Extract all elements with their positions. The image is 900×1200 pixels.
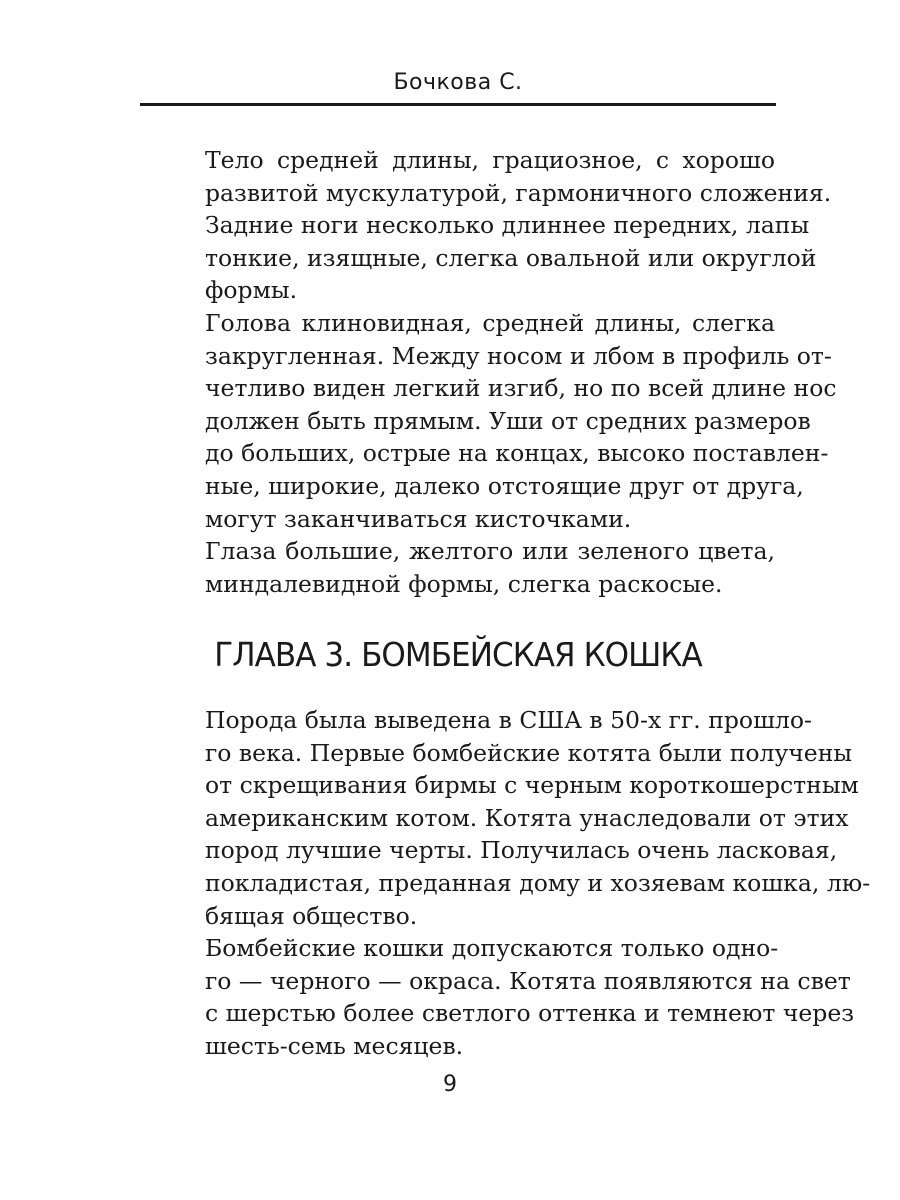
text-line: Бомбейские кошки допускаются только одно-	[205, 934, 779, 963]
text-line: тонкие, изящные, слегка овальной или округлой	[205, 243, 817, 272]
text-line: покладистая, преданная дому и хозяевам кошка, лю-	[205, 868, 871, 897]
text-line: американским котом. Котята унаследовали от этих	[205, 803, 849, 832]
section-2-text	[155, 704, 871, 1063]
paragraph-body-description	[155, 144, 832, 307]
paragraph-eyes-description	[155, 535, 775, 600]
text-line: ные, широкие, далеко отстоящие друг от друга,	[205, 471, 804, 500]
paragraph-breed-origin	[155, 704, 871, 932]
text-line: Голова клиновидная, средней длины, слегка	[205, 308, 775, 337]
section-1-text	[155, 144, 837, 600]
text-line: с шерстью более светлого оттенка и темнеют через	[205, 999, 855, 1028]
running-header-author: Бочкова С.	[393, 70, 523, 95]
text-line: Глаза большие, желтого или зеленого цвета,	[205, 537, 775, 566]
text-line: развитой мускулатурой, гармоничного сложения.	[205, 178, 832, 207]
text-line: Порода была выведена в США в 50-х гг. прошло-	[205, 706, 812, 734]
text-line: го — черного — окраса. Котята появляются на свет	[205, 966, 851, 995]
text-line: го века. Первые бомбейские котята были получены	[205, 738, 853, 767]
text-line: до больших, острые на концах, высоко поставлен-	[205, 439, 829, 468]
text-line: бящая общество.	[205, 901, 418, 930]
text-line: формы.	[205, 276, 298, 305]
text-line: должен быть прямым. Уши от средних размеров	[205, 406, 811, 435]
paragraph-head-description	[155, 307, 837, 535]
chapter-title: ГЛАВА 3. БОМБЕЙСКАЯ КОШКА	[214, 635, 702, 674]
text-line: закругленная. Между носом и лбом в профиль от-	[205, 341, 832, 370]
text-line: Тело средней длины, грациозное, с хорошо	[205, 146, 775, 174]
text-line: шесть-семь месяцев.	[205, 1031, 464, 1060]
text-line: от скрещивания бирмы с черным короткошерстным	[205, 771, 859, 800]
text-line: миндалевидной формы, слегка раскосые.	[205, 569, 723, 598]
text-line: могут заканчиваться кисточками.	[205, 504, 632, 533]
page-number: 9	[443, 1072, 457, 1097]
text-line: пород лучшие черты. Получилась очень ласковая,	[205, 836, 838, 865]
text-line: Задние ноги несколько длиннее передних, лапы	[205, 211, 810, 240]
paragraph-coat-color	[155, 932, 855, 1062]
header-rule	[140, 103, 776, 106]
text-line: четливо виден легкий изгиб, но по всей длине нос	[205, 374, 837, 403]
